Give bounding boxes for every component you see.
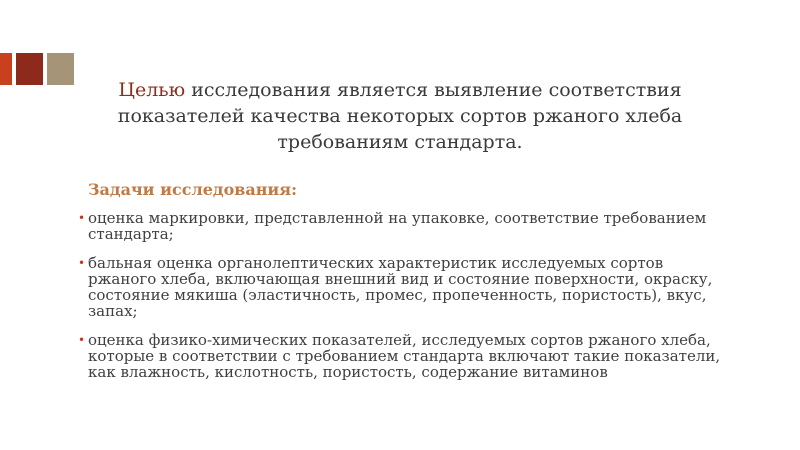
bullet-icon: • (78, 333, 86, 347)
square-orange (0, 53, 12, 85)
list-item-text: оценка физико-химических показателей, исследуемых сортов ржаного хлеба, которые в соответствии с требованием стандарта включают такие показатели, как влажность, кислотность, пористость, содержание витаминов (88, 331, 721, 381)
tasks-list (78, 210, 728, 393)
list-item-text: бальная оценка органолептических характеристик исследуемых сортов ржаного хлеба, включающая внешний вид и состояние поверхности, окраску, состояние мякиша (эластичность, промес, пропеченность, пористость), вкус, запах; (88, 254, 713, 320)
slide-title (60, 77, 740, 155)
bullet-icon: • (78, 211, 86, 225)
bullet-icon: • (78, 256, 86, 270)
tasks-heading: Задачи исследования: (88, 180, 298, 199)
list-item (78, 210, 728, 242)
list-item (78, 255, 728, 319)
title-text: исследования является выявление соответствия показателей качества некоторых сортов ржаного хлеба требованиям стандарта. (117, 79, 683, 153)
list-item-text: оценка маркировки, представленной на упаковке, соответствие требованием стандарта; (88, 209, 707, 243)
title-accent-word: Целью (118, 79, 186, 101)
square-dark-red (16, 53, 43, 85)
list-item (78, 332, 728, 380)
